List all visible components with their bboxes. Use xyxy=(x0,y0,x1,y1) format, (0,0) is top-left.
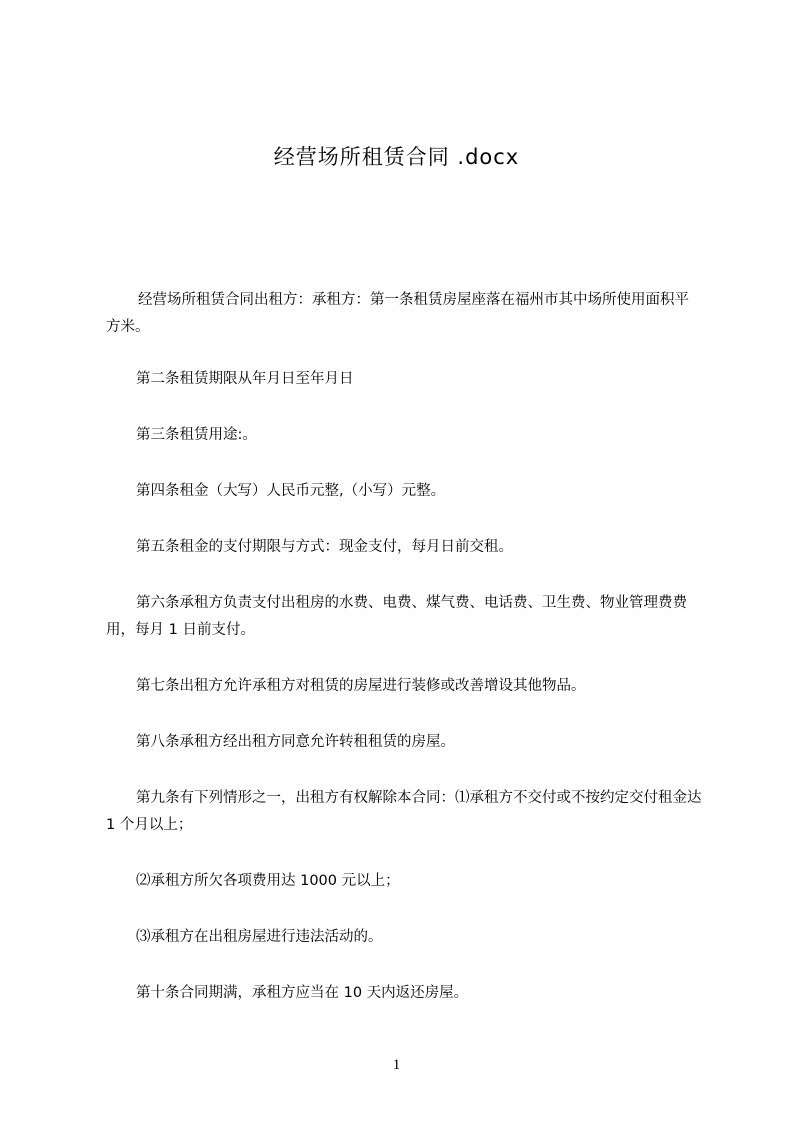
paragraph-clause-8-sublease: 第八条承租方经出租方同意允许转租租赁的房屋。 xyxy=(136,734,455,750)
paragraph-clause-7-renovation: 第七条出租方允许承租方对租赁的房屋进行装修或改善增设其他物品。 xyxy=(136,678,586,694)
page-number: 1 xyxy=(392,1057,401,1073)
paragraph-clause-3-lease-purpose: 第三条租赁用途:。 xyxy=(136,427,257,443)
paragraph-parties-and-clause-1: 经营场所租赁合同出租方：承租方：第一条租赁房屋座落在福州市其中场所使用面积平方米。 xyxy=(106,292,689,335)
paragraph-clause-6-utilities: 第六条承租方负责支付出租房的水费、电费、煤气费、电话费、卫生费、物业管理费费用，每月 1 日前支付。 xyxy=(106,595,687,638)
paragraph-clause-9-item-3: ⑶承租方在出租房屋进行违法活动的。 xyxy=(136,929,383,945)
document-body xyxy=(106,287,702,1036)
paragraph-clause-2-lease-term: 第二条租赁期限从年月日至年月日 xyxy=(136,371,354,387)
paragraph-clause-5-payment: 第五条租金的支付期限与方式：现金支付，每月日前交租。 xyxy=(136,539,513,555)
paragraph-clause-9-termination: 第九条有下列情形之一，出租方有权解除本合同：⑴承租方不交付或不按约定交付租金达 1 个月以上； xyxy=(106,790,702,833)
paragraph-clause-4-rent-amount: 第四条租金（大写）人民币元整,（小写）元整。 xyxy=(136,483,446,499)
paragraph-clause-10-return: 第十条合同期满，承租方应当在 10 天内返还房屋。 xyxy=(136,985,469,1001)
paragraph-clause-9-item-2: ⑵承租方所欠各项费用达 1000 元以上； xyxy=(136,873,400,889)
document-title: 经营场所租赁合同 .docx xyxy=(273,145,520,169)
